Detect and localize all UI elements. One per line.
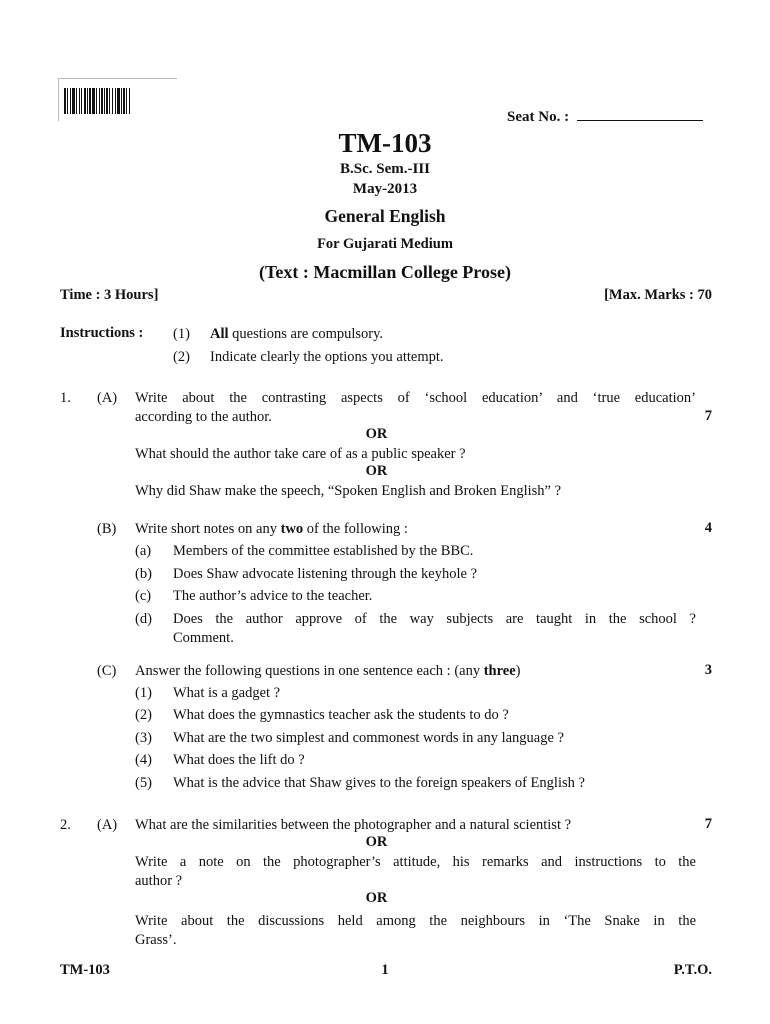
question-text: What are the similarities between the photographer and a natural scientist ? <box>135 817 572 833</box>
subquestion-label: (A) <box>97 390 118 406</box>
list-item-number: (a) <box>135 543 152 559</box>
or-separator: OR <box>365 890 388 906</box>
instruction-number: (2) <box>173 349 190 365</box>
list-item-number: (1) <box>135 685 152 701</box>
time-allowed: Time : 3 Hours] <box>60 287 159 303</box>
list-item-number: (2) <box>135 707 152 723</box>
subquestion-label: (B) <box>97 521 117 537</box>
textbook-title: (Text : Macmillan College Prose) <box>259 262 511 282</box>
seat-number-label: Seat No. : <box>507 109 570 125</box>
list-item-number: (3) <box>135 730 152 746</box>
question-text: Write a note on the photographer’s attitude, his remarks and instructions to the <box>135 854 696 870</box>
footer-paper-code: TM-103 <box>60 962 110 978</box>
question-number: 2. <box>60 817 71 833</box>
instructions-label: Instructions : <box>60 325 144 341</box>
list-item: What are the two simplest and commonest words in any language ? <box>173 730 564 746</box>
subquestion-label: (A) <box>97 817 118 833</box>
list-item-number: (5) <box>135 775 152 791</box>
instruction-item: Indicate clearly the options you attempt. <box>210 349 444 365</box>
list-item-number: (4) <box>135 752 152 768</box>
seat-number-blank <box>577 108 703 121</box>
or-separator: OR <box>365 463 388 479</box>
or-separator: OR <box>365 834 388 850</box>
list-item: Does Shaw advocate listening through the keyhole ? <box>173 566 478 582</box>
barcode-image <box>64 88 172 114</box>
or-separator: OR <box>365 426 388 442</box>
list-item: The author’s advice to the teacher. <box>173 588 373 604</box>
list-item: Members of the committee established by the BBC. <box>173 543 474 559</box>
question-text: What should the author take care of as a public speaker ? <box>135 446 466 462</box>
list-item-number: (b) <box>135 566 152 582</box>
list-item: What is a gadget ? <box>173 685 281 701</box>
instruction-item: All questions are compulsory. <box>210 326 384 342</box>
paper-code-title: TM-103 <box>338 128 432 158</box>
page-number: 1 <box>381 962 389 978</box>
instruction-number: (1) <box>173 326 190 342</box>
question-text: Write short notes on any two of the following : <box>135 521 408 537</box>
question-number: 1. <box>60 390 71 406</box>
subquestion-label: (C) <box>97 663 117 679</box>
list-item: What does the lift do ? <box>173 752 305 768</box>
list-item-continued: Comment. <box>173 630 234 646</box>
max-marks: [Max. Marks : 70 <box>604 287 712 303</box>
question-text: Grass’. <box>135 932 177 948</box>
please-turn-over: P.T.O. <box>673 962 712 978</box>
marks-label: 7 <box>704 408 712 424</box>
exam-session: May-2013 <box>352 181 418 197</box>
question-text: Write about the discussions held among the neighbours in ‘The Snake in the <box>135 913 696 929</box>
instruction-bold-word: All <box>210 326 229 342</box>
question-text: Write about the contrasting aspects of ‘school education’ and ‘true education’ <box>135 390 696 406</box>
seat-number-field <box>507 108 703 126</box>
question-text: Answer the following questions in one sentence each : (any three) <box>135 663 521 679</box>
question-text: Why did Shaw make the speech, “Spoken English and Broken English” ? <box>135 483 562 499</box>
list-item: What is the advice that Shaw gives to the foreign speakers of English ? <box>173 775 585 791</box>
medium-label: For Gujarati Medium <box>317 236 453 252</box>
list-item-number: (d) <box>135 611 152 627</box>
list-item: What does the gymnastics teacher ask the students to do ? <box>173 707 509 723</box>
marks-label: 7 <box>704 816 712 832</box>
list-item-number: (c) <box>135 588 152 604</box>
marks-label: 3 <box>704 662 712 678</box>
question-text: author ? <box>135 873 183 889</box>
course-name: B.Sc. Sem.-III <box>339 161 430 177</box>
list-item: Does the author approve of the way subjects are taught in the school ? <box>173 611 696 627</box>
subject-title: General English <box>324 206 446 226</box>
marks-label: 4 <box>704 520 712 536</box>
question-text: according to the author. <box>135 409 272 425</box>
